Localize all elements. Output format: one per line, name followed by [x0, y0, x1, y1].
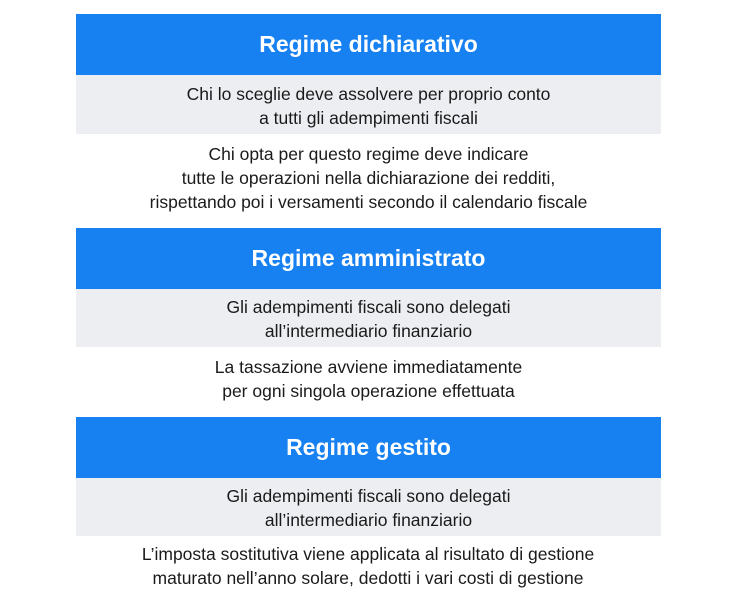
text-line: maturato nell’anno solare, dedotti i vari costi di gestione	[152, 568, 584, 588]
row-description-dichiarativo	[76, 75, 661, 134]
section-header-dichiarativo: Regime dichiarativo	[76, 14, 661, 75]
text-line: Gli adempimenti fiscali sono delegati	[226, 297, 511, 317]
section-header-gestito: Regime gestito	[76, 417, 661, 478]
text-line: all’intermediario finanziario	[264, 510, 473, 530]
row-detail-gestito	[0, 536, 736, 596]
row-description-amministrato	[76, 289, 661, 347]
text-line: Chi lo sceglie deve assolvere per proprio conto	[186, 84, 551, 104]
text-line: rispettando poi i versamenti secondo il calendario fiscale	[149, 192, 588, 212]
text-line: Chi opta per questo regime deve indicare	[208, 144, 529, 164]
text-line: tutte le operazioni nella dichiarazione dei redditi,	[181, 168, 556, 188]
tax-regimes-table	[76, 14, 661, 596]
text-line: all’intermediario finanziario	[264, 321, 473, 341]
row-detail-amministrato	[76, 347, 661, 417]
text-line: Gli adempimenti fiscali sono delegati	[226, 486, 511, 506]
row-description-gestito	[76, 478, 661, 536]
text-line: La tassazione avviene immediatamente	[214, 357, 523, 377]
text-line: per ogni singola operazione effettuata	[222, 381, 515, 401]
row-detail-dichiarativo	[76, 134, 661, 228]
text-line: L’imposta sostitutiva viene applicata al risultato di gestione	[141, 544, 595, 564]
section-header-amministrato: Regime amministrato	[76, 228, 661, 289]
text-line: a tutti gli adempimenti fiscali	[259, 108, 478, 128]
